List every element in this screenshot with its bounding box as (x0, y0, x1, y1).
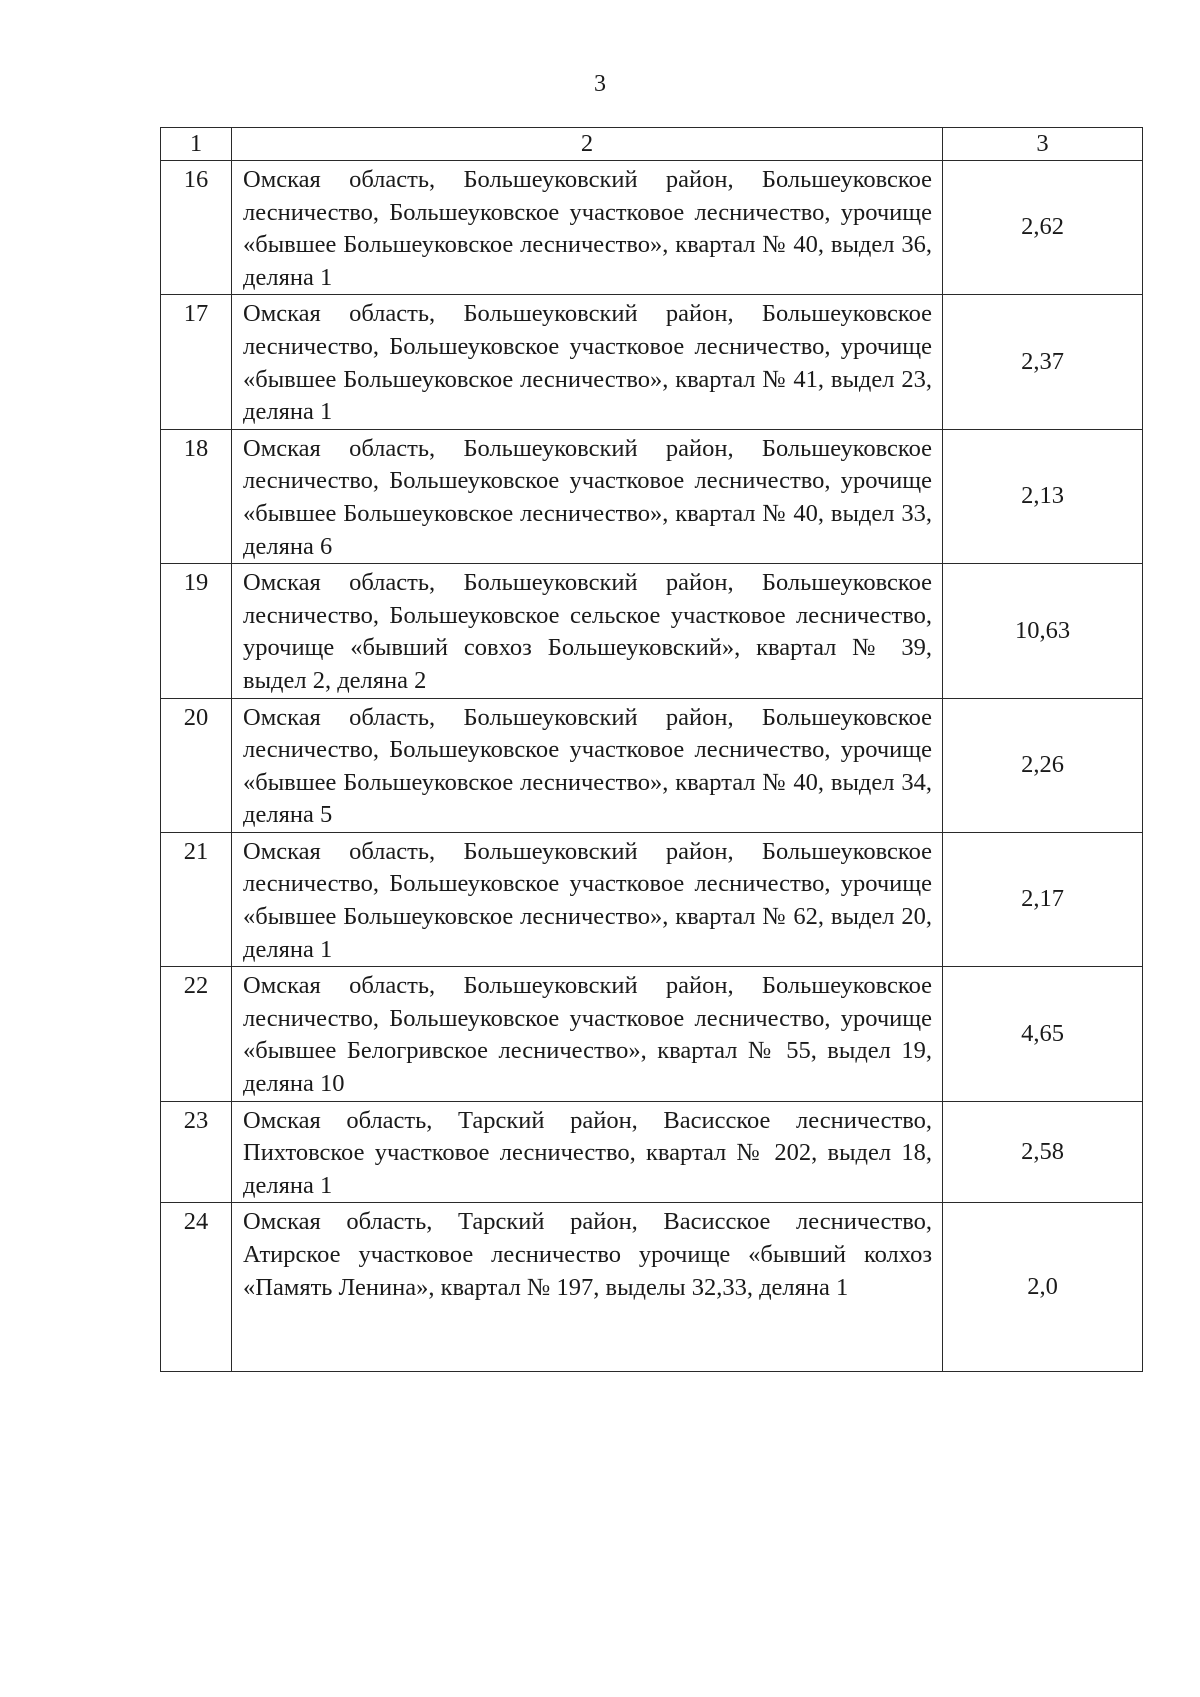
row-address: Омская область, Большеуковский район, Большеуковское лесничество, Большеуковское участковое лесничество, урочище «бывшее Большеуковское лесничество», квартал № 40, выдел 36, деляна 1 (232, 161, 943, 295)
row-address: Омская область, Большеуковский район, Большеуковское лесничество, Большеуковское участковое лесничество, урочище «бывшее Белогривское лесничество», квартал № 55, выдел 19, деляна 10 (232, 967, 943, 1101)
forest-plots-table (160, 127, 1143, 1372)
row-number: 16 (161, 161, 232, 295)
header-cell-1: 1 (161, 128, 232, 161)
row-area: 10,63 (943, 564, 1143, 698)
table-row (161, 564, 1143, 698)
table-row (161, 967, 1143, 1101)
row-area: 4,65 (943, 967, 1143, 1101)
row-address: Омская область, Большеуковский район, Большеуковское лесничество, Большеуковское участковое лесничество, урочище «бывшее Большеуковское лесничество», квартал № 40, выдел 34, деляна 5 (232, 698, 943, 832)
row-area: 2,62 (943, 161, 1143, 295)
row-address: Омская область, Тарский район, Васисское лесничество, Пихтовское участковое лесничество, квартал № 202, выдел 18, деляна 1 (232, 1101, 943, 1203)
row-area: 2,17 (943, 832, 1143, 966)
row-area: 2,13 (943, 429, 1143, 563)
table-row (161, 698, 1143, 832)
row-number: 22 (161, 967, 232, 1101)
table-row (161, 1101, 1143, 1203)
table-header-row (161, 128, 1143, 161)
row-area: 2,26 (943, 698, 1143, 832)
row-area: 2,58 (943, 1101, 1143, 1203)
table-row (161, 832, 1143, 966)
header-cell-3: 3 (943, 128, 1143, 161)
row-number: 20 (161, 698, 232, 832)
page-number: 3 (594, 71, 606, 97)
row-address: Омская область, Большеуковский район, Большеуковское лесничество, Большеуковское сельское участковое лесничество, урочище «бывший совхоз Большеуковский», квартал № 39, выдел 2, деляна 2 (232, 564, 943, 698)
row-number: 21 (161, 832, 232, 966)
row-number: 19 (161, 564, 232, 698)
header-cell-2: 2 (232, 128, 943, 161)
row-number: 18 (161, 429, 232, 563)
row-address: Омская область, Большеуковский район, Большеуковское лесничество, Большеуковское участковое лесничество, урочище «бывшее Большеуковское лесничество», квартал № 40, выдел 33, деляна 6 (232, 429, 943, 563)
table-row (161, 295, 1143, 429)
row-address: Омская область, Большеуковский район, Большеуковское лесничество, Большеуковское участковое лесничество, урочище «бывшее Большеуковское лесничество», квартал № 62, выдел 20, деляна 1 (232, 832, 943, 966)
table-row (161, 429, 1143, 563)
row-address: Омская область, Большеуковский район, Большеуковское лесничество, Большеуковское участковое лесничество, урочище «бывшее Большеуковское лесничество», квартал № 41, выдел 23, деляна 1 (232, 295, 943, 429)
row-number: 17 (161, 295, 232, 429)
table-row (161, 1203, 1143, 1372)
row-area: 2,0 (943, 1203, 1143, 1372)
row-number: 24 (161, 1203, 232, 1372)
row-area: 2,37 (943, 295, 1143, 429)
row-address: Омская область, Тарский район, Васисское лесничество, Атирское участковое лесничество урочище «бывший колхоз «Память Ленина», квартал № 197, выделы 32,33, деляна 1 (232, 1203, 943, 1372)
table-row (161, 161, 1143, 295)
row-number: 23 (161, 1101, 232, 1203)
